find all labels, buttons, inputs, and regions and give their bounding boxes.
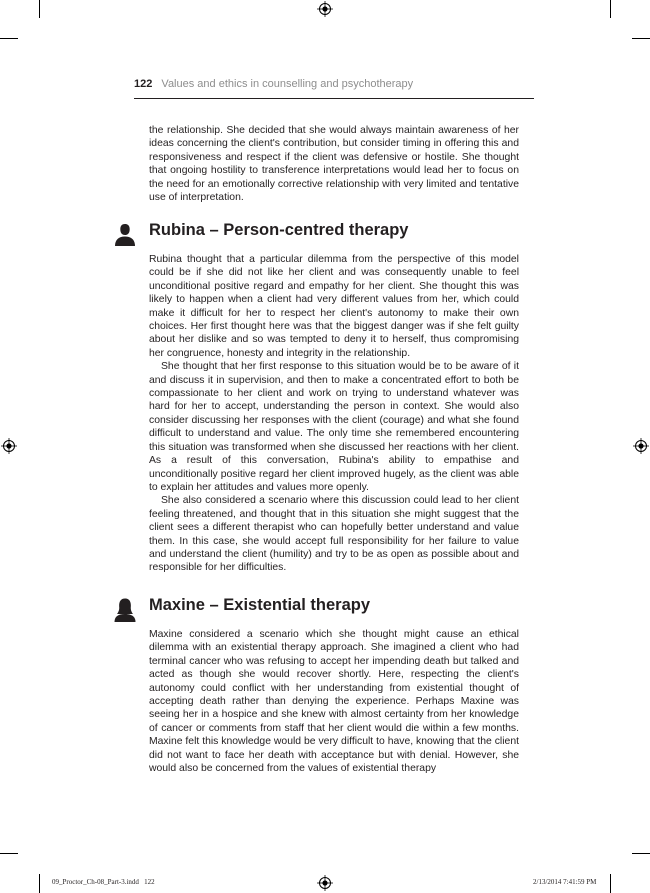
section-heading-rubina: Rubina – Person-centred therapy xyxy=(149,221,409,239)
person-silhouette-icon xyxy=(113,222,137,246)
intro-text-block xyxy=(149,124,519,204)
paragraph: Maxine considered a scenario which she thought might cause an ethical dilemma with an existential therapy approach. She imagined a client who had terminal cancer who was refusing to accept her impending death but talked and acted as though she would recover shortly. Here, respecting the client's autonomy could conflict with her understanding from existential thought of accepting death rather than denying the experience. Perhaps Maxine was seeing her in a hospice and she knew with almost certainty from her knowledge of cancer or comments from staff that her client would die within a few months. Maxine felt this knowledge would be very difficult to have, knowing that the client did not want to face her death with acceptance but with denial. However, she would also be concerned from the values of existential therapy xyxy=(149,629,519,775)
paragraph: She also considered a scenario where this discussion could lead to her client feeling threatened, and thought that in this situation she might suggest that the client sees a different therapist who can hopefully better understand and value them. In this case, she would accept full responsibility for her failure to value and understand the client (humility) and try to be as open as possible about and responsible for her difficulties. xyxy=(149,495,519,574)
woman-silhouette-icon xyxy=(113,597,137,622)
slug-line xyxy=(52,878,155,886)
crop-mark xyxy=(632,853,650,854)
page-number: 122 xyxy=(134,78,153,90)
paragraph: Rubina thought that a particular dilemma from the perspective of this model could be if she did not like her client and was consequently unable to feel unconditional positive regard and empathy for her client. She thought this was likely to happen when a client had very different values from her, which could make it difficult for her to respect her client's autonomy to make their own choices. Her first thought here was that the biggest danger was if she felt guilty about her dislike and so was tempted to deny it to herself, thus compromising her congruence, honesty and integrity in the relationship. xyxy=(149,254,519,359)
crop-mark xyxy=(39,874,40,893)
maxine-text-block xyxy=(149,628,519,775)
slug-timestamp: 2/13/2014 7:41:59 PM xyxy=(533,878,597,886)
running-title: Values and ethics in counselling and psychotherapy xyxy=(161,78,414,90)
crop-mark xyxy=(0,853,18,854)
crop-mark xyxy=(0,38,18,39)
crop-mark xyxy=(610,0,611,18)
paragraph: She thought that her first response to this situation would be to be aware of it and discuss it in supervision, and then to make a concentrated effort to both be compassionate to her client and work on trying to understand whatever was hard for her to accept, understanding the person in context. She would also consider discussing her responses with the client (courage) and what she found difficult to understand and value. The only time she remembered encountering this situation was transformed when she discussed her reactions with her client. As a result of this conversation, Rubina's ability to empathise and unconditionally positive regard her client improved hugely, as the client was able to explain her attitudes and values more openly. xyxy=(149,361,519,493)
slug-page: 122 xyxy=(144,878,155,886)
registration-mark-icon xyxy=(633,438,649,454)
paragraph: the relationship. She decided that she would always maintain awareness of her ideas concerning the client's contribution, but consider timing in offering this and responsiveness and respect if the client was defensive or hostile. She thought that ongoing hostility to transference interpretations would lead her to focus on the need for an emotionally corrective relationship with very limited and tentative use of interpretation. xyxy=(149,125,519,204)
registration-mark-icon xyxy=(317,875,333,891)
registration-mark-icon xyxy=(1,438,17,454)
section-heading-maxine: Maxine – Existential therapy xyxy=(149,596,371,614)
registration-mark-icon xyxy=(317,1,333,17)
rubina-text-block xyxy=(149,253,519,575)
crop-mark xyxy=(632,38,650,39)
crop-mark xyxy=(39,0,40,18)
running-header xyxy=(134,78,534,99)
slug-filename: 09_Proctor_Ch-08_Part-3.indd xyxy=(52,878,139,886)
crop-mark xyxy=(610,874,611,893)
